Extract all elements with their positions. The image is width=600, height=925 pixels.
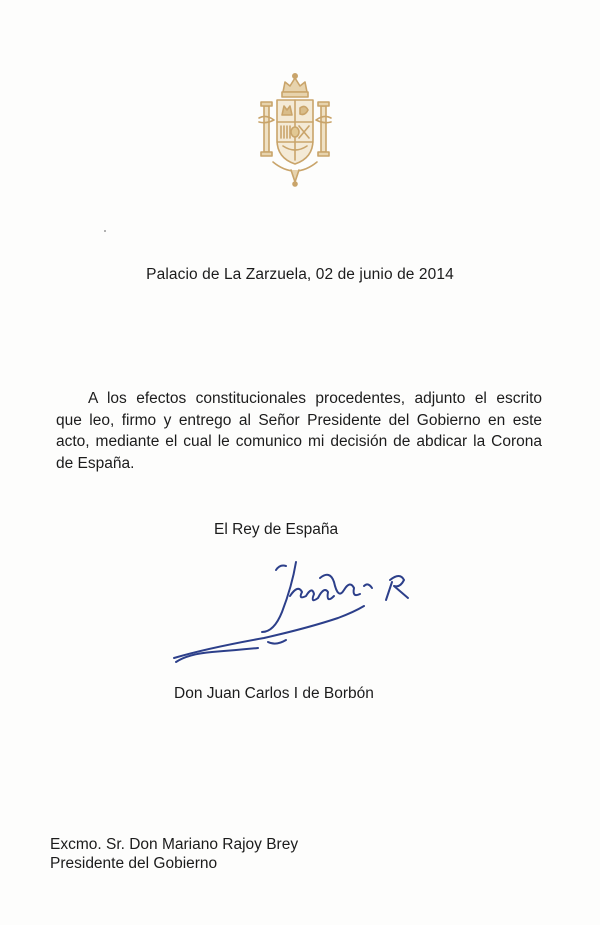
place-and-date: Palacio de La Zarzuela, 02 de junio de 2014 — [146, 266, 454, 283]
body-line: que leo, firmo y entrego al Señor Presidente del Gobierno en este — [56, 411, 542, 429]
letter-body — [56, 388, 542, 474]
addressee-role: Presidente del Gobierno — [50, 855, 218, 872]
signer-title: El Rey de España — [214, 521, 339, 538]
signer-name: Don Juan Carlos I de Borbón — [174, 685, 374, 702]
body-line: de España. — [56, 454, 135, 472]
body-line: acto, mediante el cual le comunico mi decisión de abdicar la Corona — [56, 433, 542, 450]
addressee-block — [50, 835, 298, 873]
handwritten-signature — [168, 556, 430, 670]
paper-speck — [104, 230, 106, 232]
addressee-name: Excmo. Sr. Don Mariano Rajoy Brey — [50, 836, 299, 853]
body-line: A los efectos constitucionales procedentes, adjunto el escrito — [88, 390, 542, 407]
spanish-royal-coat-of-arms-icon — [253, 70, 337, 188]
